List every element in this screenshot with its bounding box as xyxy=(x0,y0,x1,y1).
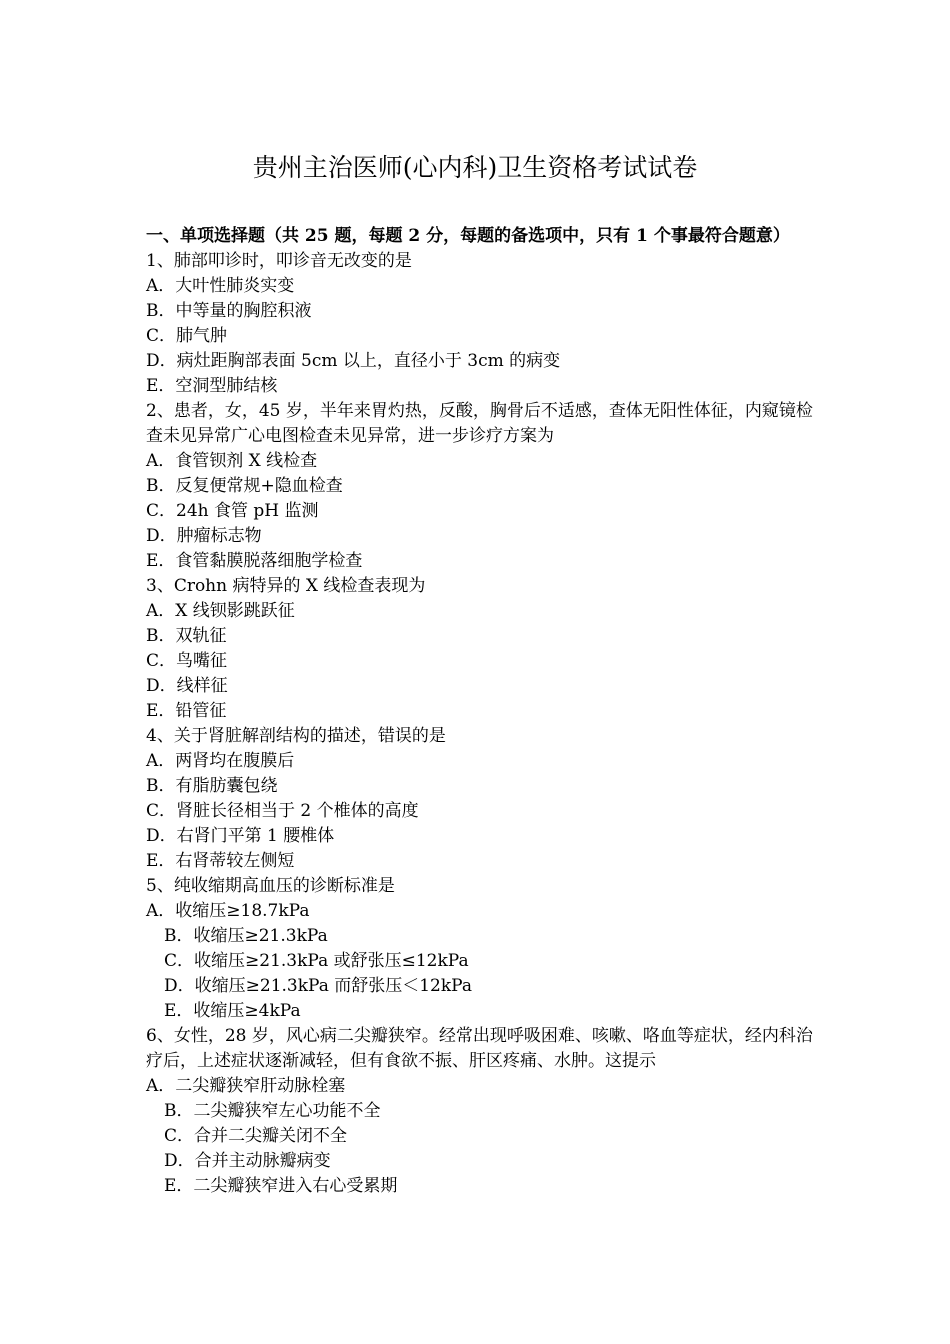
option-c: C．鸟嘴征 xyxy=(146,651,228,671)
option-c: C．肾脏长径相当于 2 个椎体的高度 xyxy=(146,801,419,821)
question-5 xyxy=(146,874,826,1024)
option-b: B．收缩压≥21.3kPa xyxy=(164,926,328,946)
question-stem: 2、患者，女，45 岁，半年来胃灼热，反酸，胸骨后不适感，查体无阳性体征，内窥镜检查未见异常广心电图检查未见异常，进一步诊疗方案为 xyxy=(146,401,813,446)
option-b: B．有脂肪囊包绕 xyxy=(146,776,278,796)
document-body xyxy=(146,224,826,1199)
document-title: 贵州主治医师(心内科)卫生资格考试试卷 xyxy=(252,153,698,182)
option-e: E．二尖瓣狭窄进入右心受累期 xyxy=(164,1176,398,1196)
question-6 xyxy=(146,1024,826,1199)
option-d: D．线样征 xyxy=(146,676,228,696)
option-a: A．X 线钡影跳跃征 xyxy=(146,601,295,621)
option-b: B．双轨征 xyxy=(146,626,227,646)
option-b: B．中等量的胸腔积液 xyxy=(146,301,312,321)
question-4 xyxy=(146,724,826,874)
question-stem: 3、Crohn 病特异的 X 线检查表现为 xyxy=(146,576,426,596)
question-2 xyxy=(146,399,826,574)
option-c: C．收缩压≥21.3kPa 或舒张压≤12kPa xyxy=(164,951,469,971)
option-a: A．两肾均在腹膜后 xyxy=(146,751,295,771)
section-heading: 一、单项选择题（共 25 题，每题 2 分，每题的备选项中，只有 1 个事最符合题意） xyxy=(146,226,790,246)
option-d: D．右肾门平第 1 腰椎体 xyxy=(146,826,335,846)
option-d: D．肿瘤标志物 xyxy=(146,526,262,546)
option-a: A．食管钡剂 X 线检查 xyxy=(146,451,318,471)
option-a: A．大叶性肺炎实变 xyxy=(146,276,295,296)
option-a: A．收缩压≥18.7kPa xyxy=(146,901,310,921)
option-a: A．二尖瓣狭窄肝动脉栓塞 xyxy=(146,1076,346,1096)
option-e: E．食管黏膜脱落细胞学检查 xyxy=(146,551,363,571)
question-stem: 5、纯收缩期高血压的诊断标准是 xyxy=(146,876,395,896)
option-e: E．空洞型肺结核 xyxy=(146,376,278,396)
question-3 xyxy=(146,574,826,724)
question-stem: 4、关于肾脏解剖结构的描述，错误的是 xyxy=(146,726,446,746)
option-d: D．病灶距胸部表面 5cm 以上，直径小于 3cm 的病变 xyxy=(146,351,561,371)
question-stem: 1、肺部叩诊时，叩诊音无改变的是 xyxy=(146,251,412,271)
option-d: D．收缩压≥21.3kPa 而舒张压＜12kPa xyxy=(164,976,472,996)
option-d: D．合并主动脉瓣病变 xyxy=(164,1151,331,1171)
option-c: C．24h 食管 pH 监测 xyxy=(146,501,319,521)
option-c: C．肺气肿 xyxy=(146,326,228,346)
option-c: C．合并二尖瓣关闭不全 xyxy=(164,1126,348,1146)
option-b: B．二尖瓣狭窄左心功能不全 xyxy=(164,1101,381,1121)
option-b: B．反复便常规+隐血检查 xyxy=(146,476,343,496)
option-e: E．右肾蒂较左侧短 xyxy=(146,851,295,871)
question-stem: 6、女性，28 岁，风心病二尖瓣狭窄。经常出现呼吸困难、咳嗽、咯血等症状，经内科治疗后，上述症状逐渐减轻，但有食欲不振、肝区疼痛、水肿。这提示 xyxy=(146,1026,813,1071)
question-1 xyxy=(146,249,826,399)
option-e: E．收缩压≥4kPa xyxy=(164,1001,301,1021)
option-e: E．铅管征 xyxy=(146,701,227,721)
